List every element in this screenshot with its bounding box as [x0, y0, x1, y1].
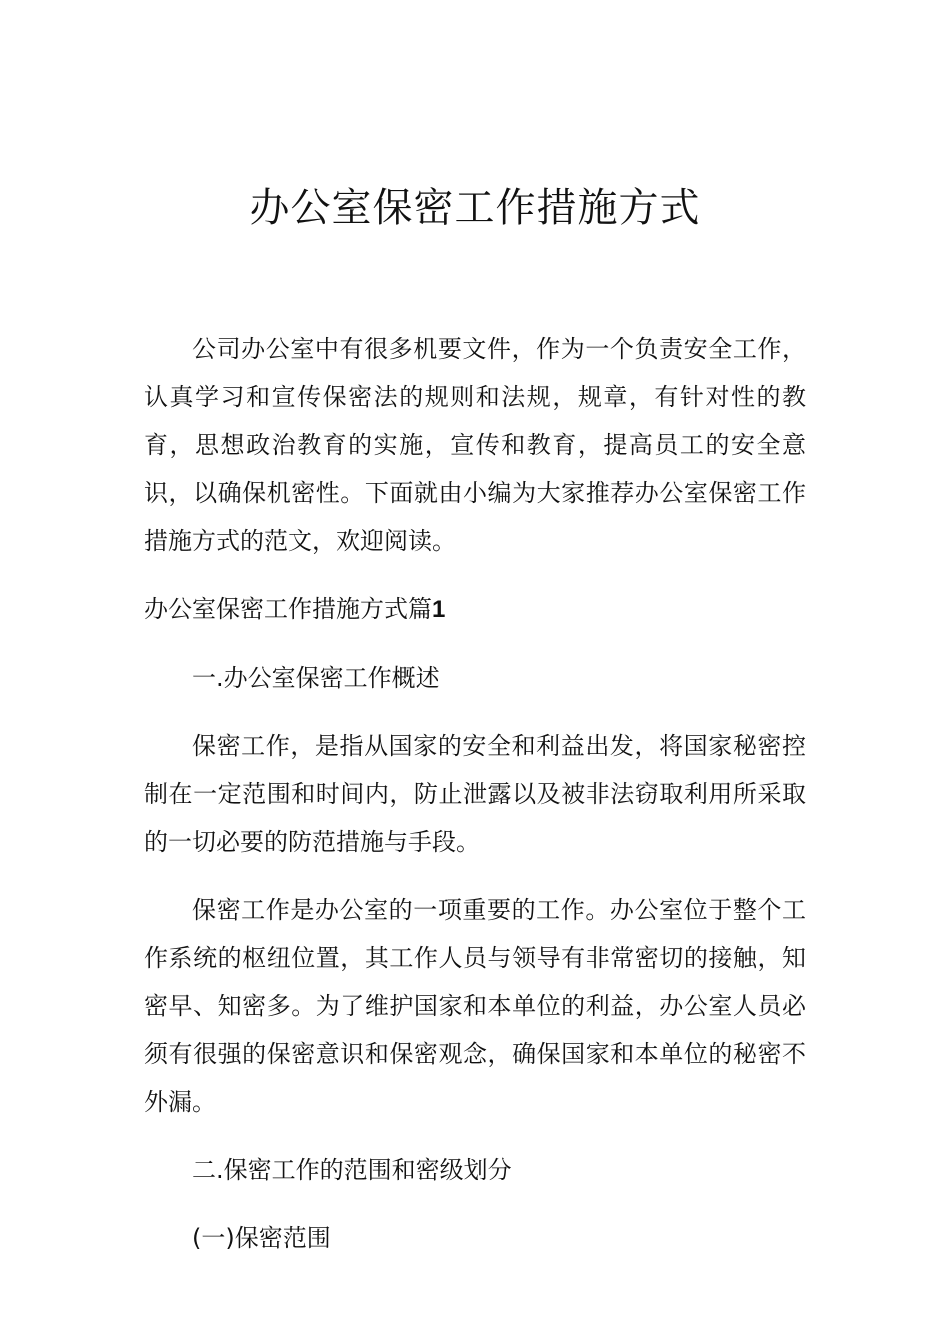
section-title-text: 办公室保密工作措施方式篇	[144, 595, 432, 623]
section-title-number: 1	[432, 596, 446, 623]
section-title	[144, 585, 806, 634]
document-body	[144, 325, 806, 1282]
paragraph-importance: 保密工作是办公室的一项重要的工作。办公室位于整个工作系统的枢纽位置，其工作人员与领导有非常密切的接触，知密早、知密多。为了维护国家和本单位的利益，办公室人员必须有很强的保密意识和保密观念，确保国家和本单位的秘密不外漏。	[144, 896, 806, 1116]
heading-scope: (一)保密范围	[192, 1224, 331, 1252]
intro-paragraph: 公司办公室中有很多机要文件，作为一个负责安全工作，认真学习和宣传保密法的规则和法规，规章，有针对性的教育，思想政治教育的实施，宣传和教育，提高员工的安全意识，以确保机密性。下面就由小编为大家推荐办公室保密工作措施方式的范文，欢迎阅读。	[144, 335, 806, 555]
document-title: 办公室保密工作措施方式	[249, 185, 701, 231]
heading-scope-levels: 二.保密工作的范围和密级划分	[192, 1156, 512, 1184]
paragraph-definition: 保密工作，是指从国家的安全和利益出发，将国家秘密控制在一定范围和时间内，防止泄露以及被非法窃取利用所采取的一切必要的防范措施与手段。	[144, 732, 806, 856]
heading-overview: 一.办公室保密工作概述	[192, 664, 440, 692]
